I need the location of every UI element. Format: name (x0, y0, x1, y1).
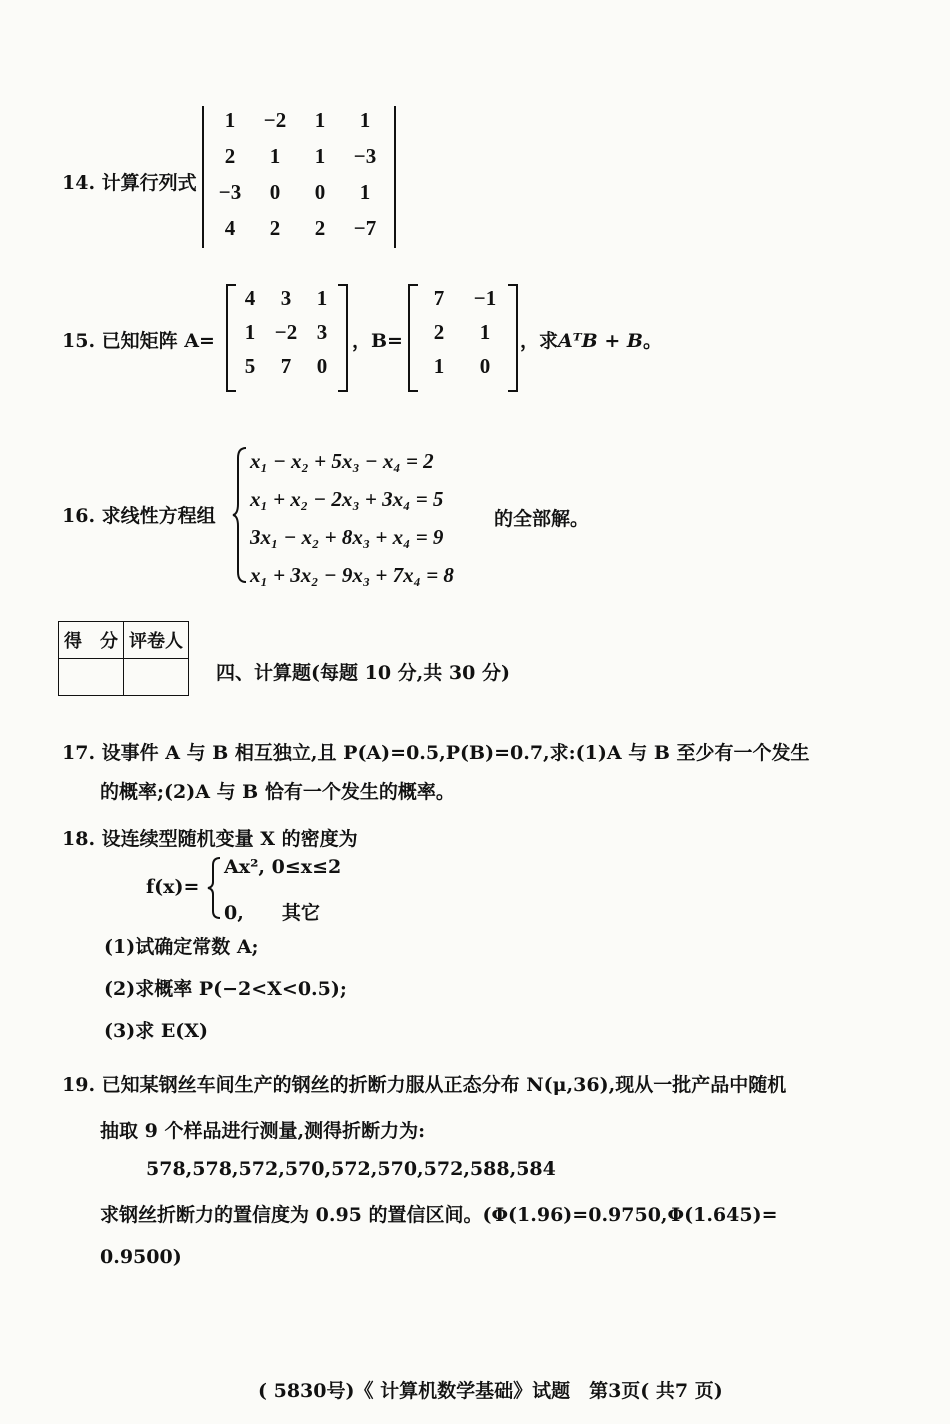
matrix-b-cell: −1 (473, 286, 497, 310)
det-cell: −3 (353, 144, 377, 168)
q18-part1: (1)试确定常数 A; (104, 936, 259, 958)
q15-expression: AᵀB + B (558, 330, 643, 352)
matrix-a-cell: −2 (274, 320, 298, 344)
matrix-a-cell: 7 (280, 354, 292, 378)
q16-brace (232, 446, 248, 584)
det-cell: 1 (269, 144, 281, 168)
q14-label: 14. 计算行列式 (62, 172, 197, 194)
matrix-a-cell: 3 (280, 286, 292, 310)
matrix-a-cell: 3 (316, 320, 328, 344)
det-cell: 4 (224, 216, 236, 240)
q17-line2: 的概率;(2)A 与 B 恰有一个发生的概率。 (100, 781, 455, 803)
q19-line4: 0.9500) (100, 1246, 182, 1268)
det-cell: 2 (269, 216, 281, 240)
q15-sep: ，B= (352, 330, 403, 352)
equation-line: x₁ + 3x₂ − 9x₃ + 7x₄ = 8 (250, 563, 454, 587)
matrix-a-cell: 5 (244, 354, 256, 378)
equation-line: x₁ + x₂ − 2x₃ + 3x₄ = 5 (250, 487, 444, 511)
q15-ask-text: ，求 (520, 330, 559, 352)
q17-line1: 17. 设事件 A 与 B 相互独立,且 P(A)=0.5,P(B)=0.7,求:(1)A 与 B 至少有一个发生 (62, 742, 810, 764)
q16-label: 16. 求线性方程组 (62, 505, 216, 527)
score-cell[interactable] (59, 659, 124, 696)
det-cell: −2 (263, 108, 287, 132)
q18-part2: (2)求概率 P(−2<X<0.5); (104, 978, 347, 1000)
matrix-b-cell: 7 (433, 286, 445, 310)
q19-line1: 19. 已知某钢丝车间生产的钢丝的折断力服从正态分布 N(μ,36),现从一批产品中随机 (62, 1074, 787, 1096)
q16-equations (250, 442, 454, 594)
det-cell: −3 (218, 180, 242, 204)
q18-fx: f(x)= (146, 876, 200, 898)
q18-line1: 18. 设连续型随机变量 X 的密度为 (62, 828, 358, 850)
matrix-b-cell: 2 (433, 320, 445, 344)
det-cell: −7 (353, 216, 377, 240)
q19-line3: 求钢丝折断力的置信度为 0.95 的置信区间。(Φ(1.96)=0.9750,Φ(1.645)= (100, 1204, 778, 1226)
grader-header: 评卷人 (124, 622, 189, 659)
det-cell: 1 (314, 108, 326, 132)
page-footer: ( 5830号)《 计算机数学基础》试题 第3页( 共7 页) (258, 1380, 723, 1402)
score-box (58, 621, 189, 696)
matrix-a-cell: 1 (316, 286, 328, 310)
q18-case2: 0, 其它 (224, 902, 320, 924)
q18-part3: (3)求 E(X) (104, 1020, 209, 1042)
q18-case1: Ax², 0≤x≤2 (224, 856, 342, 878)
q19-data: 578,578,572,570,572,570,572,588,584 (146, 1158, 556, 1180)
q15-matrix-a (226, 284, 348, 392)
matrix-a-cell: 1 (244, 320, 256, 344)
grader-cell[interactable] (124, 659, 189, 696)
det-cell: 1 (359, 108, 371, 132)
q15-label: 15. 已知矩阵 A= (62, 330, 215, 352)
det-cell: 0 (269, 180, 281, 204)
equation-line: x₁ − x₂ + 5x₃ − x₄ = 2 (250, 449, 434, 473)
matrix-b-cell: 0 (479, 354, 491, 378)
matrix-b-cell: 1 (433, 354, 445, 378)
q14-determinant (202, 106, 396, 248)
q16-tail: 的全部解。 (494, 508, 590, 530)
matrix-b-cell: 1 (479, 320, 491, 344)
q15-matrix-b (408, 284, 518, 392)
equation-line: 3x₁ − x₂ + 8x₃ + x₄ = 9 (250, 525, 444, 549)
det-cell: 1 (359, 180, 371, 204)
q19-line2: 抽取 9 个样品进行测量,测得折断力为: (100, 1120, 426, 1142)
q15-ask (520, 326, 662, 353)
det-cell: 2 (224, 144, 236, 168)
matrix-a-cell: 0 (316, 354, 328, 378)
det-cell: 1 (314, 144, 326, 168)
q18-brace (206, 856, 222, 920)
q15-end: 。 (642, 330, 662, 352)
matrix-a-cell: 4 (244, 286, 256, 310)
det-cell: 1 (224, 108, 236, 132)
det-cell: 2 (314, 216, 326, 240)
section-heading: 四、计算题(每题 10 分,共 30 分) (216, 662, 510, 684)
score-header: 得 分 (59, 622, 124, 659)
det-cell: 0 (314, 180, 326, 204)
